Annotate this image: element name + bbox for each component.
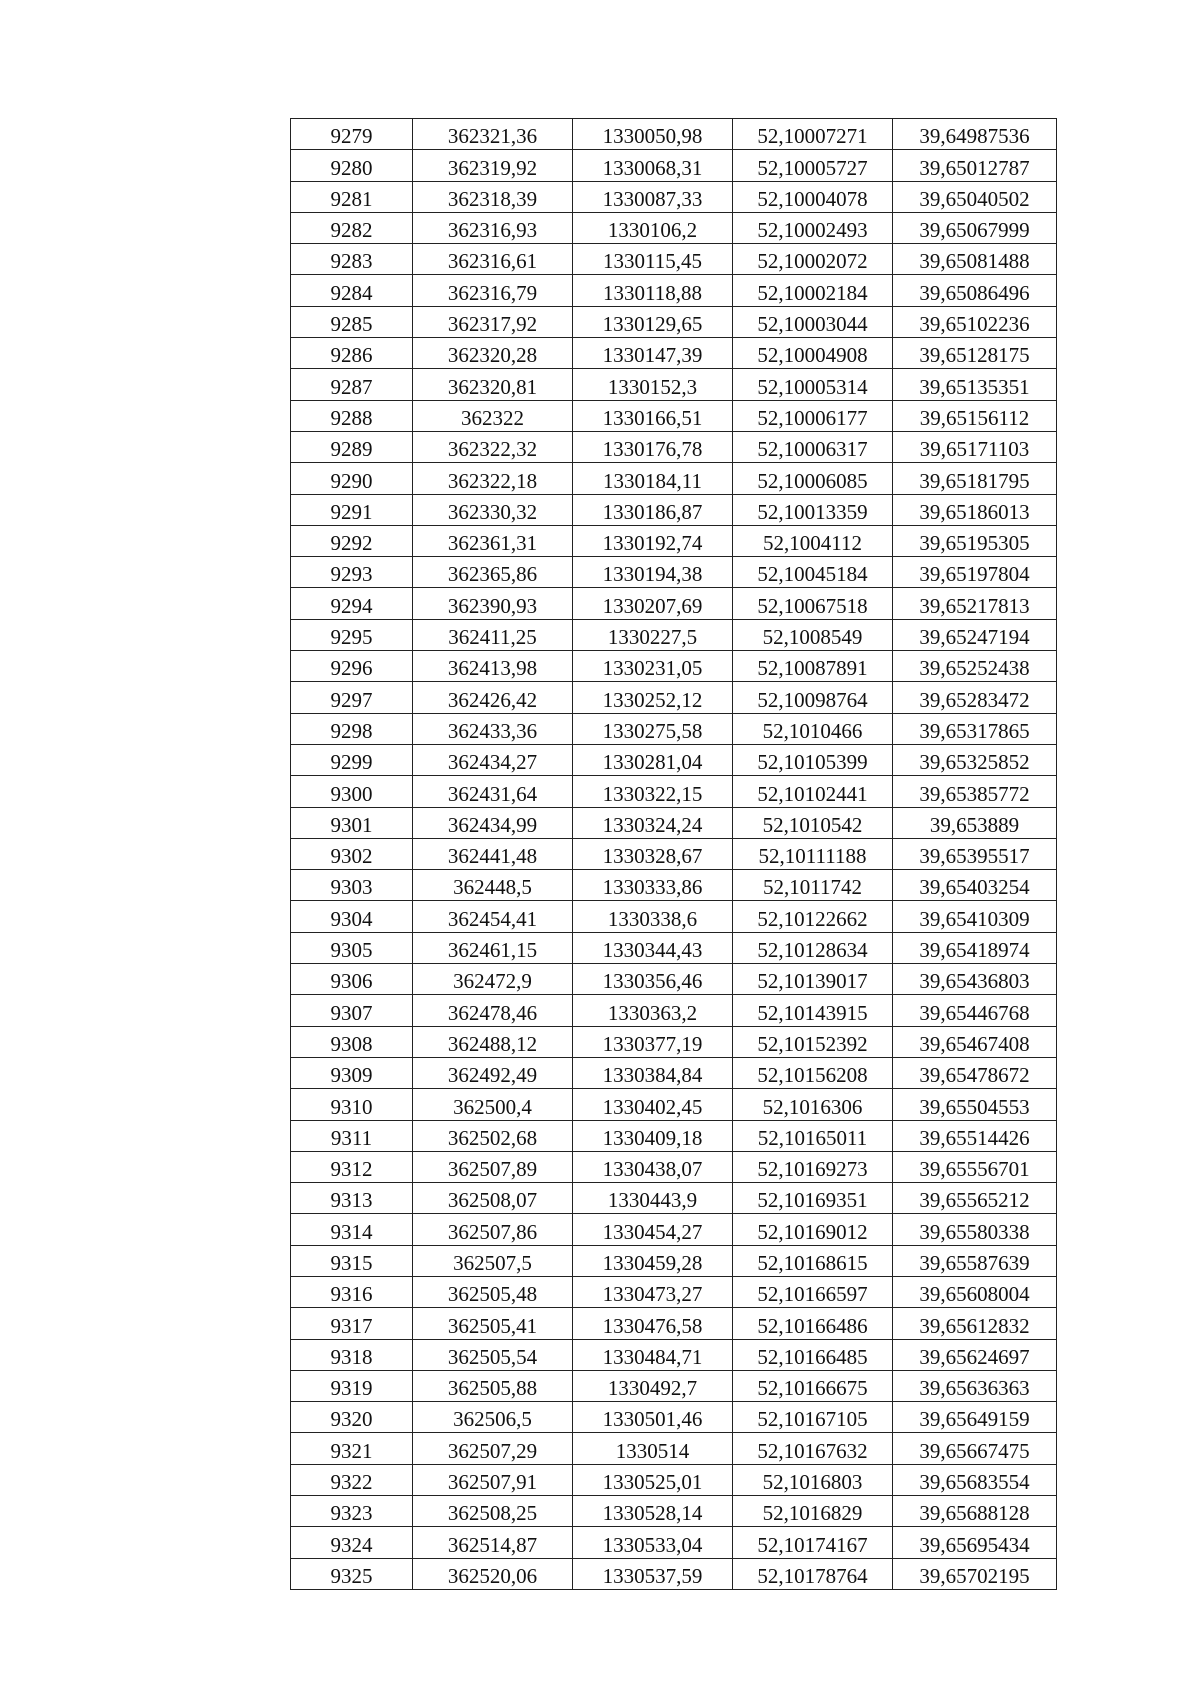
y-coordinate-cell: 1330525,01 [573,1464,733,1495]
table-row [291,588,1057,619]
longitude-cell: 39,65012787 [893,150,1057,181]
latitude-cell: 52,10006177 [733,400,893,431]
x-coordinate-cell: 362320,28 [413,338,573,369]
table-row [291,1214,1057,1245]
x-coordinate-cell: 362505,54 [413,1339,573,1370]
x-coordinate-cell: 362472,9 [413,964,573,995]
longitude-cell: 39,65624697 [893,1339,1057,1370]
point-number-cell: 9290 [291,463,413,494]
y-coordinate-cell: 1330402,45 [573,1089,733,1120]
table-row [291,1120,1057,1151]
x-coordinate-cell: 362390,93 [413,588,573,619]
table-row [291,1183,1057,1214]
latitude-cell: 52,10003044 [733,306,893,337]
longitude-cell: 39,65565212 [893,1183,1057,1214]
longitude-cell: 39,65478672 [893,1057,1057,1088]
longitude-cell: 39,65403254 [893,870,1057,901]
x-coordinate-cell: 362514,87 [413,1527,573,1558]
latitude-cell: 52,10122662 [733,901,893,932]
table-row [291,1433,1057,1464]
point-number-cell: 9297 [291,682,413,713]
table-row [291,1527,1057,1558]
longitude-cell: 39,65649159 [893,1402,1057,1433]
longitude-cell: 39,65325852 [893,744,1057,775]
y-coordinate-cell: 1330377,19 [573,1026,733,1057]
latitude-cell: 52,10098764 [733,682,893,713]
x-coordinate-cell: 362426,42 [413,682,573,713]
latitude-cell: 52,1016829 [733,1496,893,1527]
latitude-cell: 52,10166485 [733,1339,893,1370]
table-row [291,1558,1057,1589]
y-coordinate-cell: 1330533,04 [573,1527,733,1558]
table-row [291,1339,1057,1370]
latitude-cell: 52,10105399 [733,744,893,775]
latitude-cell: 52,1016803 [733,1464,893,1495]
longitude-cell: 39,65410309 [893,901,1057,932]
point-number-cell: 9294 [291,588,413,619]
table-row [291,776,1057,807]
latitude-cell: 52,10166597 [733,1276,893,1307]
x-coordinate-cell: 362365,86 [413,557,573,588]
x-coordinate-cell: 362322 [413,400,573,431]
table-row [291,1402,1057,1433]
y-coordinate-cell: 1330328,67 [573,838,733,869]
y-coordinate-cell: 1330129,65 [573,306,733,337]
point-number-cell: 9309 [291,1057,413,1088]
longitude-cell: 39,65317865 [893,713,1057,744]
point-number-cell: 9289 [291,431,413,462]
longitude-cell: 39,65252438 [893,651,1057,682]
longitude-cell: 39,65081488 [893,244,1057,275]
y-coordinate-cell: 1330484,71 [573,1339,733,1370]
point-number-cell: 9320 [291,1402,413,1433]
table-row [291,713,1057,744]
y-coordinate-cell: 1330537,59 [573,1558,733,1589]
longitude-cell: 39,65504553 [893,1089,1057,1120]
longitude-cell: 39,65418974 [893,932,1057,963]
longitude-cell: 39,65135351 [893,369,1057,400]
y-coordinate-cell: 1330227,5 [573,619,733,650]
x-coordinate-cell: 362507,89 [413,1151,573,1182]
longitude-cell: 39,65695434 [893,1527,1057,1558]
y-coordinate-cell: 1330166,51 [573,400,733,431]
point-number-cell: 9280 [291,150,413,181]
x-coordinate-cell: 362317,92 [413,306,573,337]
longitude-cell: 39,65040502 [893,181,1057,212]
x-coordinate-cell: 362316,79 [413,275,573,306]
latitude-cell: 52,1010542 [733,807,893,838]
table-row [291,1057,1057,1088]
point-number-cell: 9291 [291,494,413,525]
point-number-cell: 9314 [291,1214,413,1245]
point-number-cell: 9324 [291,1527,413,1558]
point-number-cell: 9293 [291,557,413,588]
x-coordinate-cell: 362454,41 [413,901,573,932]
latitude-cell: 52,10004078 [733,181,893,212]
point-number-cell: 9305 [291,932,413,963]
y-coordinate-cell: 1330152,3 [573,369,733,400]
x-coordinate-cell: 362507,91 [413,1464,573,1495]
table-row [291,338,1057,369]
point-number-cell: 9286 [291,338,413,369]
y-coordinate-cell: 1330473,27 [573,1276,733,1307]
y-coordinate-cell: 1330492,7 [573,1370,733,1401]
latitude-cell: 52,10004908 [733,338,893,369]
latitude-cell: 52,10007271 [733,119,893,150]
y-coordinate-cell: 1330528,14 [573,1496,733,1527]
point-number-cell: 9307 [291,995,413,1026]
x-coordinate-cell: 362316,61 [413,244,573,275]
x-coordinate-cell: 362505,88 [413,1370,573,1401]
x-coordinate-cell: 362507,86 [413,1214,573,1245]
point-number-cell: 9303 [291,870,413,901]
latitude-cell: 52,10087891 [733,651,893,682]
x-coordinate-cell: 362502,68 [413,1120,573,1151]
x-coordinate-cell: 362316,93 [413,212,573,243]
longitude-cell: 39,653889 [893,807,1057,838]
x-coordinate-cell: 362488,12 [413,1026,573,1057]
y-coordinate-cell: 1330184,11 [573,463,733,494]
latitude-cell: 52,10102441 [733,776,893,807]
latitude-cell: 52,10111188 [733,838,893,869]
y-coordinate-cell: 1330231,05 [573,651,733,682]
table-row [291,306,1057,337]
x-coordinate-cell: 362500,4 [413,1089,573,1120]
y-coordinate-cell: 1330281,04 [573,744,733,775]
point-number-cell: 9315 [291,1245,413,1276]
y-coordinate-cell: 1330338,6 [573,901,733,932]
x-coordinate-cell: 362506,5 [413,1402,573,1433]
latitude-cell: 52,10006085 [733,463,893,494]
x-coordinate-cell: 362505,48 [413,1276,573,1307]
y-coordinate-cell: 1330087,33 [573,181,733,212]
y-coordinate-cell: 1330324,24 [573,807,733,838]
longitude-cell: 39,64987536 [893,119,1057,150]
latitude-cell: 52,10167105 [733,1402,893,1433]
longitude-cell: 39,65436803 [893,964,1057,995]
longitude-cell: 39,65446768 [893,995,1057,1026]
latitude-cell: 52,10152392 [733,1026,893,1057]
longitude-cell: 39,65702195 [893,1558,1057,1589]
x-coordinate-cell: 362322,18 [413,463,573,494]
y-coordinate-cell: 1330438,07 [573,1151,733,1182]
x-coordinate-cell: 362434,27 [413,744,573,775]
y-coordinate-cell: 1330459,28 [573,1245,733,1276]
table-row [291,870,1057,901]
point-number-cell: 9285 [291,306,413,337]
point-number-cell: 9311 [291,1120,413,1151]
y-coordinate-cell: 1330409,18 [573,1120,733,1151]
longitude-cell: 39,65688128 [893,1496,1057,1527]
latitude-cell: 52,10174167 [733,1527,893,1558]
point-number-cell: 9299 [291,744,413,775]
x-coordinate-cell: 362434,99 [413,807,573,838]
longitude-cell: 39,65636363 [893,1370,1057,1401]
table-row [291,651,1057,682]
latitude-cell: 52,10002493 [733,212,893,243]
point-number-cell: 9302 [291,838,413,869]
latitude-cell: 52,10169351 [733,1183,893,1214]
table-row [291,1496,1057,1527]
x-coordinate-cell: 362413,98 [413,651,573,682]
table-row [291,932,1057,963]
longitude-cell: 39,65580338 [893,1214,1057,1245]
x-coordinate-cell: 362507,5 [413,1245,573,1276]
y-coordinate-cell: 1330068,31 [573,150,733,181]
table-row [291,807,1057,838]
latitude-cell: 52,10067518 [733,588,893,619]
longitude-cell: 39,65608004 [893,1276,1057,1307]
table-row [291,1089,1057,1120]
y-coordinate-cell: 1330344,43 [573,932,733,963]
x-coordinate-cell: 362411,25 [413,619,573,650]
point-number-cell: 9296 [291,651,413,682]
point-number-cell: 9313 [291,1183,413,1214]
point-number-cell: 9317 [291,1308,413,1339]
point-number-cell: 9284 [291,275,413,306]
point-number-cell: 9312 [291,1151,413,1182]
latitude-cell: 52,10169273 [733,1151,893,1182]
y-coordinate-cell: 1330106,2 [573,212,733,243]
x-coordinate-cell: 362361,31 [413,525,573,556]
table-row [291,369,1057,400]
latitude-cell: 52,1004112 [733,525,893,556]
longitude-cell: 39,65514426 [893,1120,1057,1151]
x-coordinate-cell: 362433,36 [413,713,573,744]
longitude-cell: 39,65067999 [893,212,1057,243]
longitude-cell: 39,65467408 [893,1026,1057,1057]
longitude-cell: 39,65156112 [893,400,1057,431]
y-coordinate-cell: 1330363,2 [573,995,733,1026]
x-coordinate-cell: 362322,32 [413,431,573,462]
x-coordinate-cell: 362320,81 [413,369,573,400]
point-number-cell: 9295 [291,619,413,650]
point-number-cell: 9304 [291,901,413,932]
latitude-cell: 52,10006317 [733,431,893,462]
point-number-cell: 9322 [291,1464,413,1495]
x-coordinate-cell: 362461,15 [413,932,573,963]
point-number-cell: 9292 [291,525,413,556]
table-row [291,964,1057,995]
x-coordinate-cell: 362441,48 [413,838,573,869]
y-coordinate-cell: 1330514 [573,1433,733,1464]
table-row [291,995,1057,1026]
y-coordinate-cell: 1330194,38 [573,557,733,588]
latitude-cell: 52,1010466 [733,713,893,744]
point-number-cell: 9310 [291,1089,413,1120]
table-row [291,1026,1057,1057]
y-coordinate-cell: 1330356,46 [573,964,733,995]
latitude-cell: 52,10178764 [733,1558,893,1589]
longitude-cell: 39,65395517 [893,838,1057,869]
x-coordinate-cell: 362492,49 [413,1057,573,1088]
point-number-cell: 9301 [291,807,413,838]
latitude-cell: 52,10128634 [733,932,893,963]
y-coordinate-cell: 1330322,15 [573,776,733,807]
y-coordinate-cell: 1330050,98 [573,119,733,150]
latitude-cell: 52,10166675 [733,1370,893,1401]
latitude-cell: 52,10166486 [733,1308,893,1339]
table-row [291,525,1057,556]
x-coordinate-cell: 362508,07 [413,1183,573,1214]
table-row [291,244,1057,275]
table-row [291,901,1057,932]
latitude-cell: 52,1011742 [733,870,893,901]
point-number-cell: 9323 [291,1496,413,1527]
latitude-cell: 52,10045184 [733,557,893,588]
longitude-cell: 39,65217813 [893,588,1057,619]
latitude-cell: 52,10139017 [733,964,893,995]
table-row [291,1308,1057,1339]
table-row [291,431,1057,462]
x-coordinate-cell: 362319,92 [413,150,573,181]
point-number-cell: 9298 [291,713,413,744]
latitude-cell: 52,10156208 [733,1057,893,1088]
latitude-cell: 52,1016306 [733,1089,893,1120]
y-coordinate-cell: 1330501,46 [573,1402,733,1433]
table-row [291,1464,1057,1495]
x-coordinate-cell: 362520,06 [413,1558,573,1589]
latitude-cell: 52,1008549 [733,619,893,650]
table-row [291,557,1057,588]
coordinates-table [290,118,1057,1590]
x-coordinate-cell: 362431,64 [413,776,573,807]
y-coordinate-cell: 1330384,84 [573,1057,733,1088]
table-row [291,1151,1057,1182]
longitude-cell: 39,65247194 [893,619,1057,650]
y-coordinate-cell: 1330186,87 [573,494,733,525]
latitude-cell: 52,10002184 [733,275,893,306]
latitude-cell: 52,10005314 [733,369,893,400]
point-number-cell: 9306 [291,964,413,995]
longitude-cell: 39,65086496 [893,275,1057,306]
table-row [291,494,1057,525]
longitude-cell: 39,65197804 [893,557,1057,588]
longitude-cell: 39,65171103 [893,431,1057,462]
y-coordinate-cell: 1330118,88 [573,275,733,306]
y-coordinate-cell: 1330443,9 [573,1183,733,1214]
table-row [291,150,1057,181]
point-number-cell: 9283 [291,244,413,275]
x-coordinate-cell: 362318,39 [413,181,573,212]
latitude-cell: 52,10013359 [733,494,893,525]
y-coordinate-cell: 1330115,45 [573,244,733,275]
x-coordinate-cell: 362321,36 [413,119,573,150]
point-number-cell: 9308 [291,1026,413,1057]
latitude-cell: 52,10005727 [733,150,893,181]
y-coordinate-cell: 1330333,86 [573,870,733,901]
table-row [291,181,1057,212]
longitude-cell: 39,65283472 [893,682,1057,713]
table-row [291,682,1057,713]
point-number-cell: 9287 [291,369,413,400]
longitude-cell: 39,65587639 [893,1245,1057,1276]
table-row [291,1370,1057,1401]
table-row [291,400,1057,431]
y-coordinate-cell: 1330207,69 [573,588,733,619]
point-number-cell: 9279 [291,119,413,150]
point-number-cell: 9282 [291,212,413,243]
y-coordinate-cell: 1330176,78 [573,431,733,462]
longitude-cell: 39,65667475 [893,1433,1057,1464]
longitude-cell: 39,65102236 [893,306,1057,337]
point-number-cell: 9325 [291,1558,413,1589]
x-coordinate-cell: 362448,5 [413,870,573,901]
longitude-cell: 39,65195305 [893,525,1057,556]
x-coordinate-cell: 362505,41 [413,1308,573,1339]
point-number-cell: 9300 [291,776,413,807]
y-coordinate-cell: 1330476,58 [573,1308,733,1339]
latitude-cell: 52,10168615 [733,1245,893,1276]
table-row [291,744,1057,775]
point-number-cell: 9281 [291,181,413,212]
point-number-cell: 9318 [291,1339,413,1370]
longitude-cell: 39,65556701 [893,1151,1057,1182]
longitude-cell: 39,65186013 [893,494,1057,525]
table-row [291,275,1057,306]
table-row [291,212,1057,243]
table-row [291,1276,1057,1307]
y-coordinate-cell: 1330252,12 [573,682,733,713]
point-number-cell: 9288 [291,400,413,431]
y-coordinate-cell: 1330192,74 [573,525,733,556]
table-row [291,1245,1057,1276]
longitude-cell: 39,65385772 [893,776,1057,807]
latitude-cell: 52,10169012 [733,1214,893,1245]
latitude-cell: 52,10002072 [733,244,893,275]
point-number-cell: 9319 [291,1370,413,1401]
y-coordinate-cell: 1330275,58 [573,713,733,744]
longitude-cell: 39,65181795 [893,463,1057,494]
latitude-cell: 52,10143915 [733,995,893,1026]
x-coordinate-cell: 362507,29 [413,1433,573,1464]
point-number-cell: 9321 [291,1433,413,1464]
latitude-cell: 52,10167632 [733,1433,893,1464]
y-coordinate-cell: 1330454,27 [573,1214,733,1245]
longitude-cell: 39,65128175 [893,338,1057,369]
longitude-cell: 39,65683554 [893,1464,1057,1495]
table-row [291,463,1057,494]
x-coordinate-cell: 362330,32 [413,494,573,525]
x-coordinate-cell: 362508,25 [413,1496,573,1527]
table-row [291,838,1057,869]
point-number-cell: 9316 [291,1276,413,1307]
table-row [291,119,1057,150]
table-row [291,619,1057,650]
coordinates-table-body [291,119,1057,1590]
x-coordinate-cell: 362478,46 [413,995,573,1026]
longitude-cell: 39,65612832 [893,1308,1057,1339]
latitude-cell: 52,10165011 [733,1120,893,1151]
y-coordinate-cell: 1330147,39 [573,338,733,369]
